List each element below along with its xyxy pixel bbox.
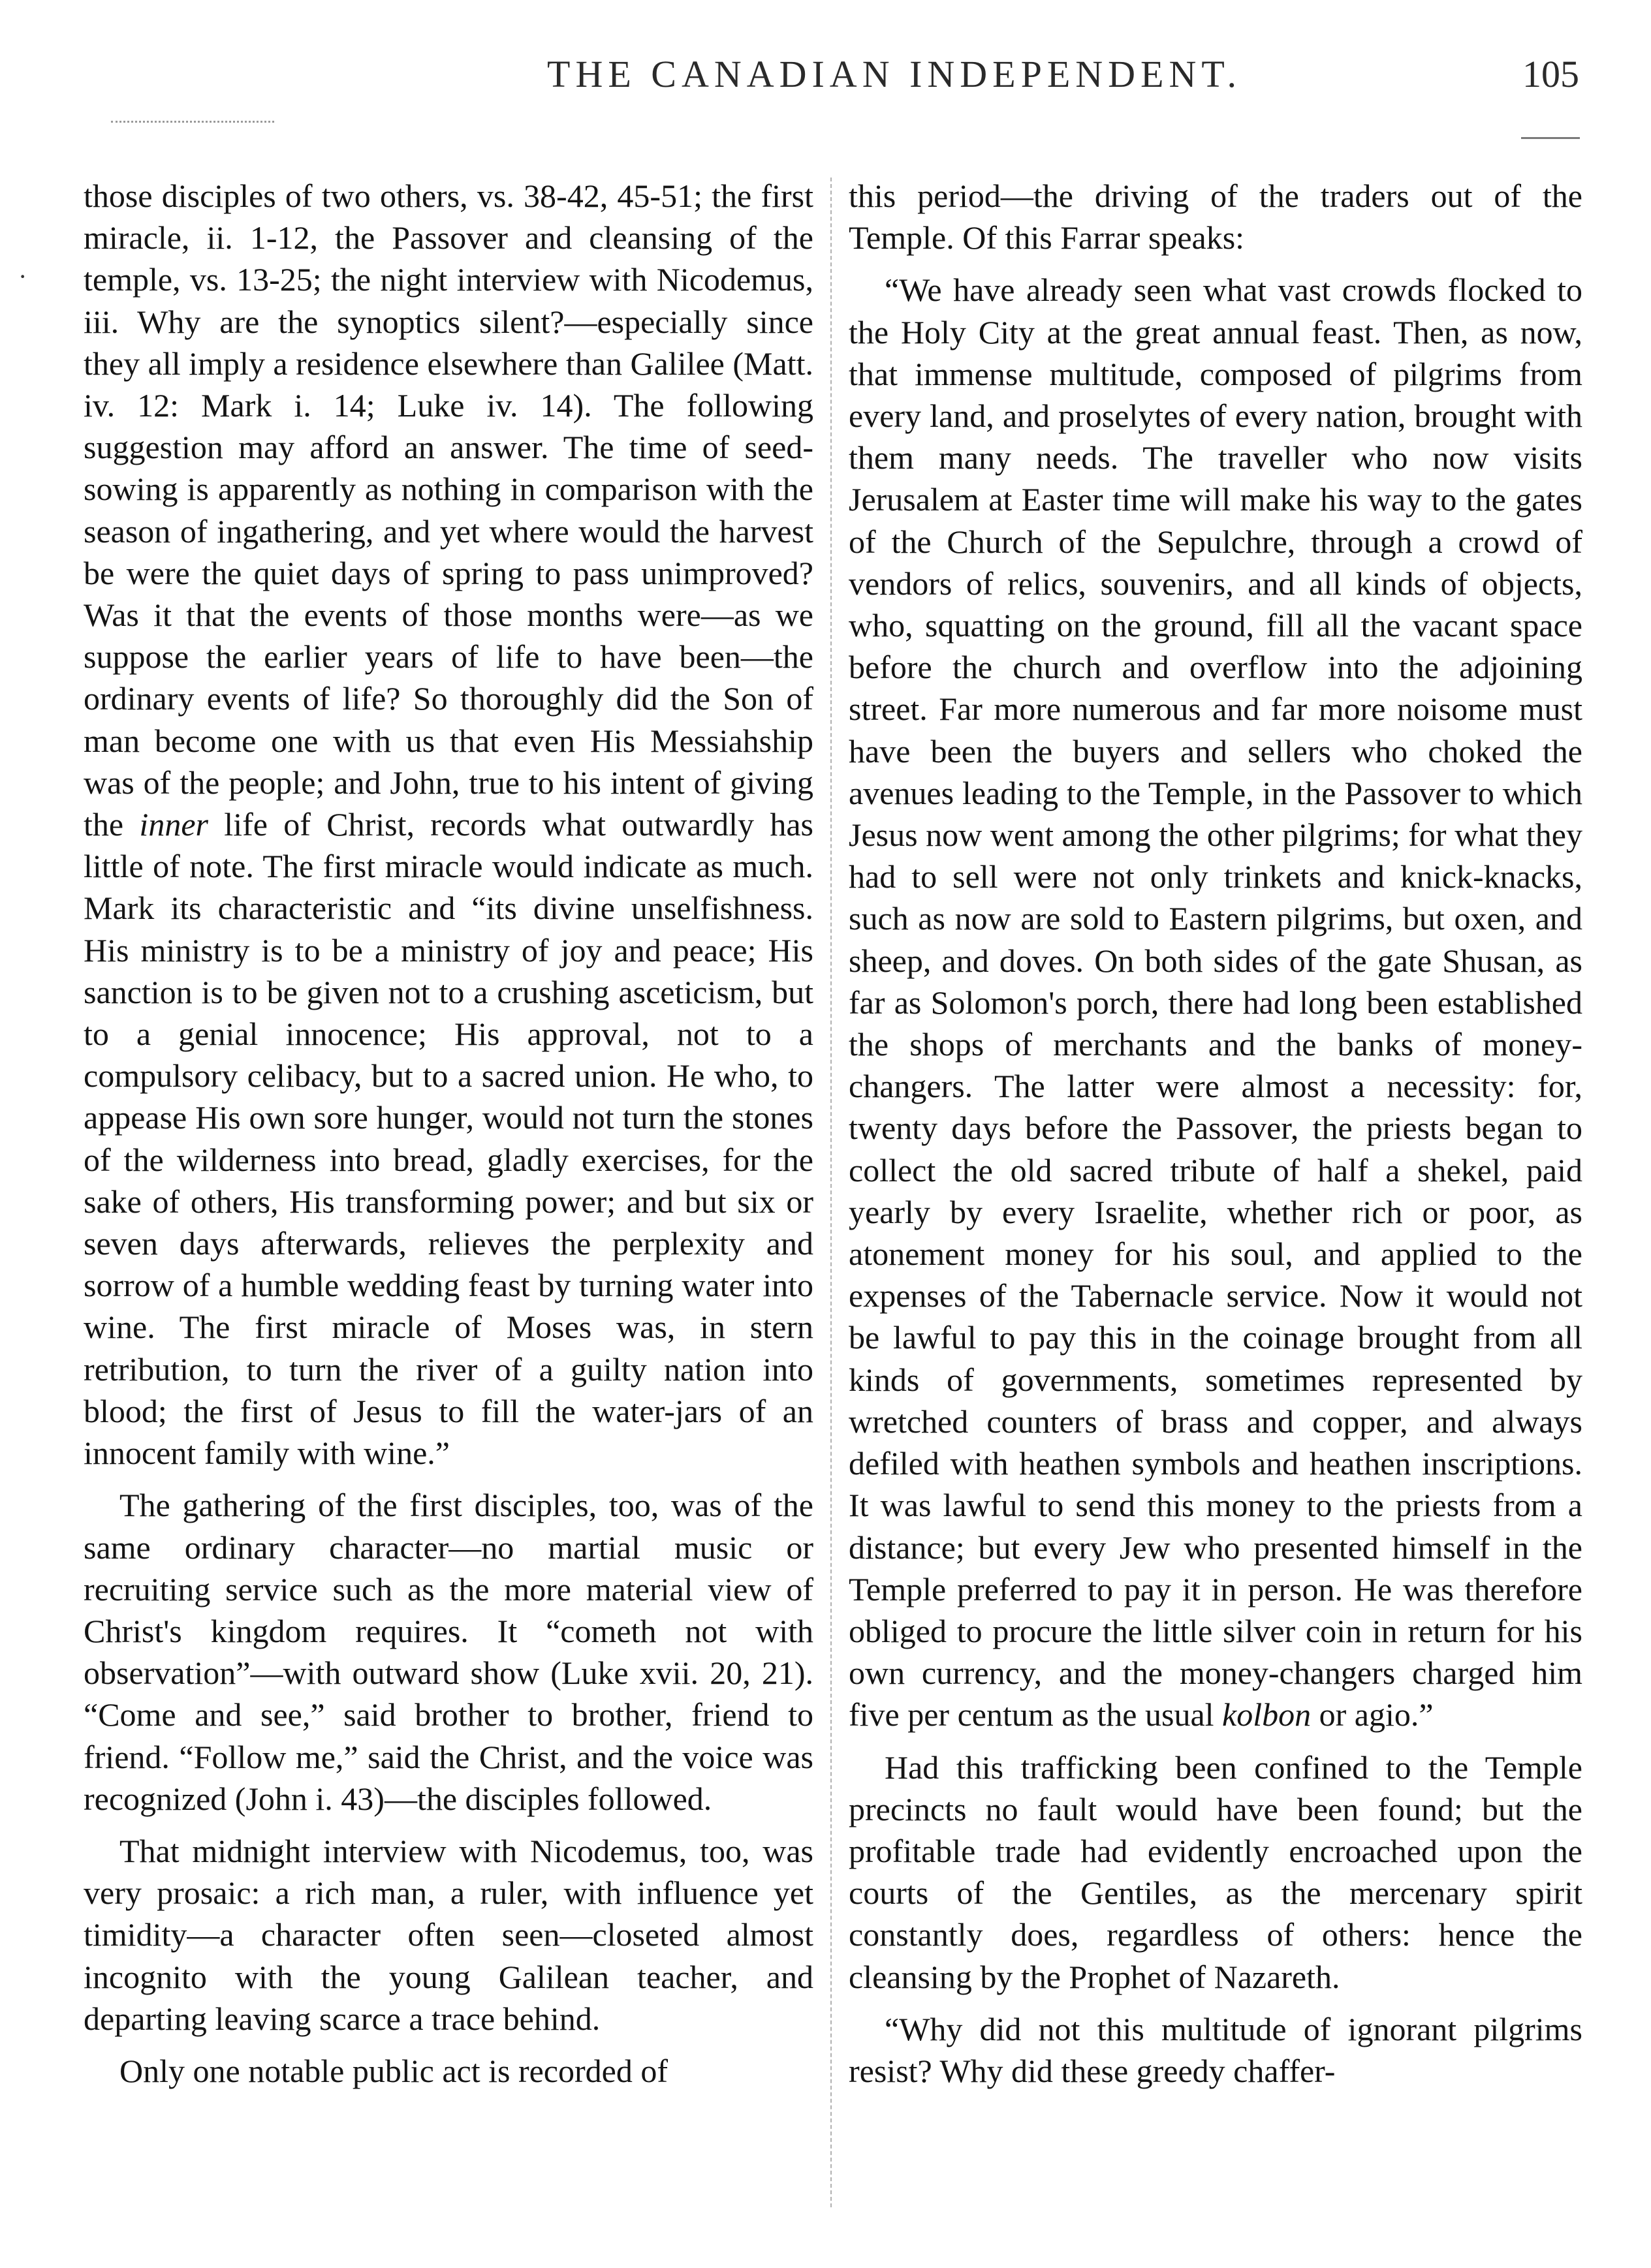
page-number: 105 (1522, 53, 1579, 95)
right-paragraph-2-text: “We have already seen what vast crowds flocked to the Holy City at the great annual feast. Then, as now, that immense multitude, composed of pilgrims from every land, and proselytes of every nation, brought with them many needs. The traveller who now visits Jerusalem at Easter time will make his way to the gates of the Church of the Sepulchre, through a crowd of vendors of relics, souvenirs, and all kinds of objects, who, squatting on the ground, fill all the vacant space before the church and overflow into the adjoining street. Far more numerous and far more noisome must have been the buyers and sellers who choked the avenues leading to the Temple, in the Passover to which Jesus now went among the other pilgrims; for what they had to sell were not only trinkets and knick-knacks, such as now are sold to Eastern pilgrims, but oxen, and sheep, and doves. On both sides of the gate Shusan, as far as Solomon's porch, there had long been established the shops of merchants and the banks of money-changers. The latter were almost a necessity: for, twenty days before the Passover, the priests began to collect the old sacred tribute of half a shekel, paid yearly by every Israelite, whether rich or poor, as atonement money for his soul, and applied to the expenses of the Tabernacle service. Now it would not be lawful to pay this in the coinage brought from all kinds of governments, sometimes represented by wretched counters of brass and copper, and always defiled with heathen symbols and heathen inscriptions. It was lawful to send this money to the priests from a distance; but every Jew who presented himself in the Temple preferred to pay it in person. He was therefore obliged to procure the little silver coin in return for his own currency, and the money-changers charged him five per centum as the usual (849, 272, 1582, 1733)
right-paragraph-3: Had this trafficking been confined to the Temple precincts no fault would have been found; but the profitable trade had evidently encroached upon the courts of the Gentiles, as the mercenary spirit constantly does, regardless of others: hence the cleansing by the Prophet of Nazareth. (849, 1748, 1582, 1995)
right-column (849, 175, 1582, 2092)
page-header (0, 52, 1651, 111)
column-divider (830, 178, 832, 2207)
running-title: THE CANADIAN INDEPENDENT. (547, 53, 1242, 95)
left-paragraph-1-continuation: life of Christ, records what outwardly has little of note. The first miracle would indicate as much. Mark its characteristic and “its divine unselfishness. His ministry is to be a ministry of joy and peace; His sanction is to be given not to a crushing asceticism, but to a genial innocence; His approval, not to a compulsory celibacy, but to a sacred union. He who, to appease His own sore hunger, would not turn the stones of the wilderness into bread, gladly exercises, for the sake of others, His transforming power; and but six or seven days afterwards, relieves the perplexity and sorrow of a humble wedding feast by turning water into wine. The first miracle of Moses was, in stern retribution, to turn the river of a guilty nation into blood; the first of Jesus to fill the water-jars of an innocent family with wine.” (84, 806, 813, 1472)
left-paragraph-1-emphasis: inner (139, 806, 208, 843)
left-column (84, 175, 813, 2092)
left-paragraph-1 (84, 175, 813, 1474)
right-paragraph-2-continuation: or agio.” (1319, 1696, 1434, 1733)
margin-dot: · (18, 262, 27, 291)
left-paragraph-3: That midnight interview with Nicodemus, too, was very prosaic: a rich man, a ruler, with influence yet timidity—a character often seen—closeted almost incognito with the young Galilean teacher, and departing leaving scarce a trace behind. (84, 1832, 813, 2037)
header-rule-left (111, 121, 274, 123)
left-paragraph-4: Only one notable public act is recorded of (119, 2052, 668, 2089)
right-paragraph-1: this period—the driving of the traders out of the Temple. Of this Farrar speaks: (849, 178, 1582, 256)
right-paragraph-2-emphasis: kolbon (1222, 1696, 1312, 1733)
header-rule-right (1521, 137, 1580, 139)
right-paragraph-4: “Why did not this multitude of ignorant pilgrims resist? Why did these greedy chaffer- (849, 2010, 1582, 2089)
right-paragraph-2 (849, 269, 1582, 1735)
left-paragraph-1-text: those disciples of two others, vs. 38-42, 45-51; the first miracle, ii. 1-12, the Passover and cleansing of the temple, vs. 13-25; the night interview with Nicodemus, iii. Why are the synoptics silent?—especially since they all imply a residence elsewhere than Galilee (Matt. iv. 12: Mark i. 14; Luke iv. 14). The following suggestion may afford an answer. The time of seed-sowing is apparently as nothing in comparison with the season of ingathering, and yet where would the harvest be were the quiet days of spring to pass unimproved? Was it that the events of those months were—as we suppose the earlier years of life to have been—the ordinary events of life? So thoroughly did the Son of man become one with us that even His Messiahship was of the people; and John, true to his intent of giving the (84, 178, 813, 843)
left-paragraph-2: The gathering of the first disciples, too, was of the same ordinary character—no martial music or recruiting service such as the more material view of Christ's kingdom requires. It “cometh not with observation”—with outward show (Luke xvii. 20, 21). “Come and see,” said brother to brother, friend to friend. “Follow me,” said the Christ, and the voice was recognized (John i. 43)—the disciples followed. (84, 1487, 813, 1817)
